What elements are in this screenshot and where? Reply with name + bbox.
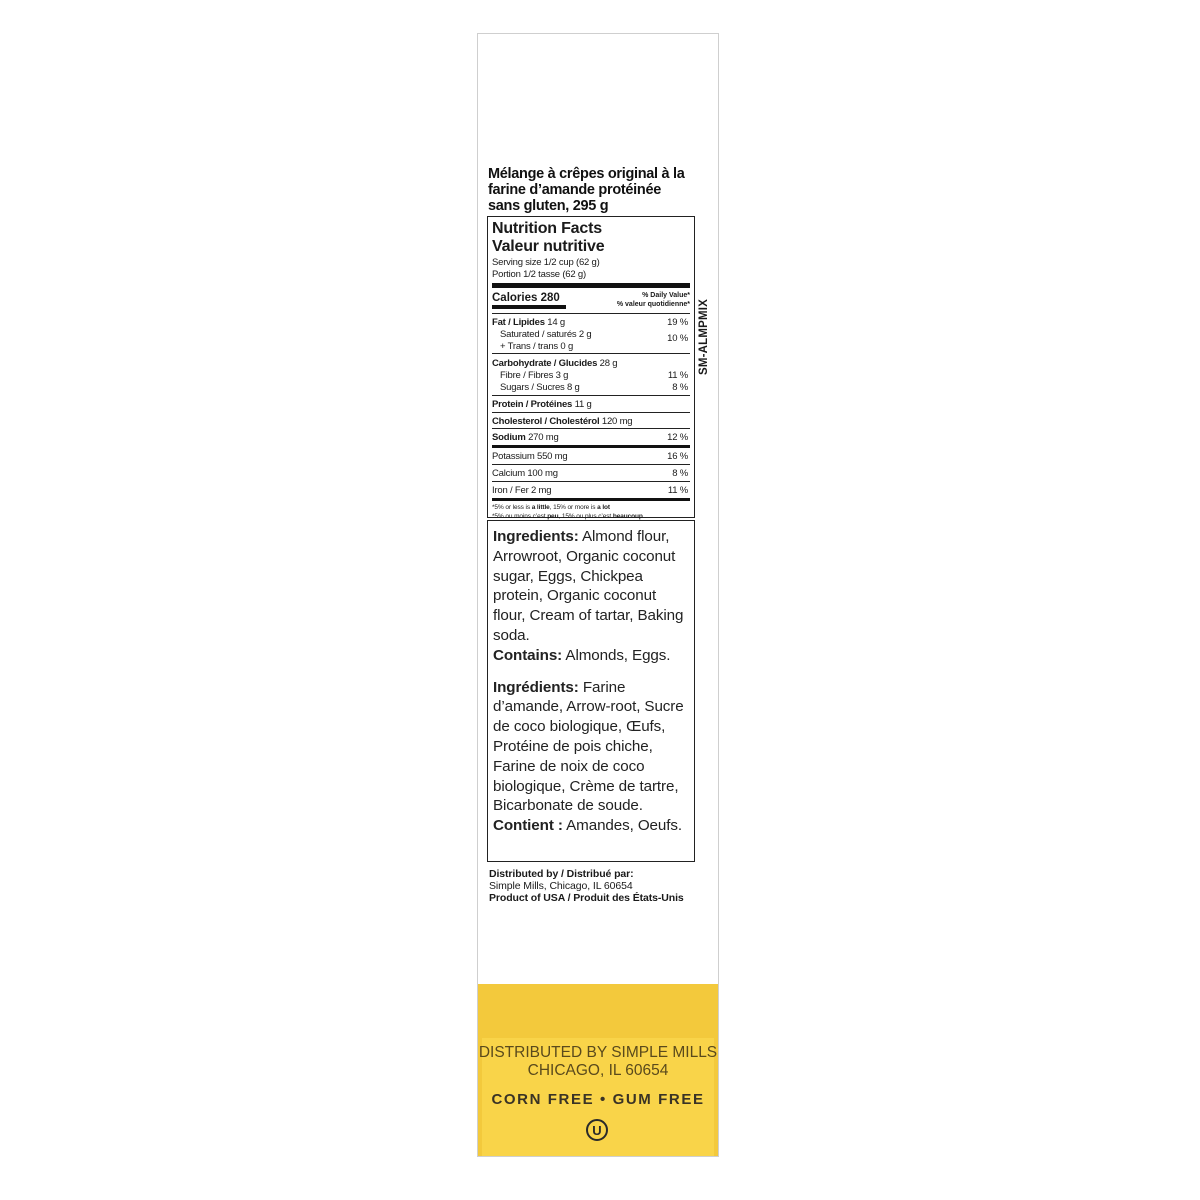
kosher-symbol-letter: U xyxy=(592,1122,602,1138)
nutrient-row-sodium xyxy=(492,432,690,444)
divider xyxy=(492,313,690,314)
ingredients-fr-label: Ingrédients: xyxy=(493,678,579,696)
iron-percent: 11 % xyxy=(667,484,688,496)
ingredients-en xyxy=(493,527,689,666)
nutrient-row-saturated xyxy=(492,328,690,344)
divider xyxy=(492,481,690,482)
fat-label: Fat / Lipides xyxy=(492,317,545,328)
yellow-distributor-text xyxy=(478,1044,718,1080)
daily-value-header-fr: % valeur quotidienne* xyxy=(616,300,690,308)
sugars-percent: 8 % xyxy=(672,381,688,393)
saturated-percent: 10 % xyxy=(667,332,688,344)
divider xyxy=(492,412,690,413)
calories-row xyxy=(492,288,690,309)
contient-label: Contient : xyxy=(493,817,563,835)
distributor-line-1: Distributed by / Distribué par: xyxy=(489,868,634,880)
kosher-symbol-icon xyxy=(586,1119,608,1141)
footnote-bold: a little xyxy=(531,503,550,511)
nutrient-row-fat xyxy=(492,317,690,329)
footnote-bold: peu xyxy=(547,512,559,520)
serving-size-en: Serving size 1/2 cup (62 g) xyxy=(492,257,600,268)
yellow-line-1: DISTRIBUTED BY SIMPLE MILLS xyxy=(478,1044,718,1061)
ingredients-en-label: Ingredients: xyxy=(493,528,579,545)
distributor-info xyxy=(489,868,714,905)
fibre-percent: 11 % xyxy=(667,370,688,382)
potassium-label: Potassium 550 mg xyxy=(492,451,568,463)
fat-amount: 14 g xyxy=(544,317,565,328)
fibre-label: Fibre / Fibres 3 g xyxy=(500,370,569,382)
saturated-label: Saturated / saturés 2 g xyxy=(500,328,592,340)
nutrient-row-trans xyxy=(492,341,690,353)
nutrition-facts-table xyxy=(487,216,695,518)
ingredients-box xyxy=(487,520,695,862)
sodium-percent: 12 % xyxy=(667,432,688,444)
contient-text: Amandes, Oeufs. xyxy=(562,817,682,835)
cholesterol-label: Cholesterol / Cholestérol xyxy=(492,415,600,427)
nutrient-row-sugars xyxy=(492,382,690,394)
carbohydrate-amount: 28 g xyxy=(597,358,618,370)
product-title-line: farine d’amande protéinée xyxy=(488,182,661,198)
trans-label: + Trans / trans 0 g xyxy=(500,340,574,352)
free-from-claim: CORN FREE • GUM FREE xyxy=(491,1091,705,1108)
carbohydrate-label: Carbohydrate / Glucides xyxy=(492,358,598,370)
protein-amount: 11 g xyxy=(572,398,592,410)
footnote-text: , 15% ou plus c’est xyxy=(558,512,613,520)
serving-size-fr: Portion 1/2 tasse (62 g) xyxy=(492,269,586,280)
nutrient-row-cholesterol xyxy=(492,416,690,428)
footnote-text: , 15% or more is xyxy=(549,503,598,511)
footnote-en xyxy=(492,503,690,512)
nutrient-row-carbohydrate xyxy=(492,358,690,370)
protein-label: Protein / Protéines xyxy=(492,398,573,410)
footnote-text: *5% ou moins c’est xyxy=(492,512,548,520)
calories-label: Calories 280 xyxy=(492,291,566,309)
divider xyxy=(492,395,690,396)
nutrient-row-fibre xyxy=(492,370,690,382)
product-code: SM-ALMPMIX xyxy=(698,298,710,376)
calcium-percent: 8 % xyxy=(672,467,688,479)
daily-value-footnote xyxy=(492,503,690,521)
distributor-line-3: Product of USA / Produit des États-Unis xyxy=(489,892,684,905)
product-title-line: Mélange à crêpes original à la xyxy=(488,166,685,182)
footnote-bold: beaucoup xyxy=(612,512,643,520)
daily-value-header xyxy=(617,291,690,309)
iron-label: Iron / Fer 2 mg xyxy=(492,484,552,496)
nutrient-row-iron xyxy=(492,485,690,497)
fat-percent: 19 % xyxy=(667,317,688,328)
footnote-text: *5% or less is xyxy=(492,503,532,511)
contains-text: Almonds, Eggs. xyxy=(562,646,671,664)
divider xyxy=(492,353,690,354)
ingredients-fr xyxy=(493,678,689,836)
cholesterol-amount: 120 mg xyxy=(599,415,633,427)
divider xyxy=(492,428,690,429)
potassium-percent: 16 % xyxy=(667,451,688,463)
contains-label: Contains: xyxy=(493,646,563,664)
ingredients-fr-text: Farine d’amande, Arrow-root, Sucre de coco biologique, Œufs, Protéine de pois chiche, Farine de noix de coco biologique, Crème de tartre, Bicarbonate de soude. xyxy=(493,678,684,815)
ingredients-en-text: Almond flour, Arrowroot, Organic coconut sugar, Eggs, Chickpea protein, Organic coconut flour, Cream of tartar, Baking soda. xyxy=(493,528,684,644)
sodium-label: Sodium xyxy=(492,432,526,444)
divider xyxy=(492,464,690,465)
yellow-line-2: CHICAGO, IL 60654 xyxy=(527,1062,669,1079)
product-title xyxy=(488,166,713,214)
nutrition-title-en: Nutrition Facts xyxy=(492,220,602,237)
nutrient-row-potassium xyxy=(492,451,690,463)
nutrition-title-fr: Valeur nutritive xyxy=(492,238,605,255)
product-code-vertical xyxy=(692,287,716,387)
sodium-amount: 270 mg xyxy=(525,432,559,444)
thick-divider xyxy=(492,445,690,448)
calcium-label: Calcium 100 mg xyxy=(492,467,558,479)
footnote-bold: a lot xyxy=(597,503,610,511)
sugars-label: Sugars / Sucres 8 g xyxy=(500,381,580,393)
package-side-panel xyxy=(477,33,719,1157)
thick-divider xyxy=(492,498,690,501)
product-title-line: sans gluten, 295 g xyxy=(488,198,609,214)
distributor-line-2: Simple Mills, Chicago, IL 60654 xyxy=(489,880,633,893)
nutrient-row-protein xyxy=(492,399,690,411)
daily-value-header-en: % Daily Value* xyxy=(642,292,690,299)
nutrient-row-calcium xyxy=(492,468,690,480)
